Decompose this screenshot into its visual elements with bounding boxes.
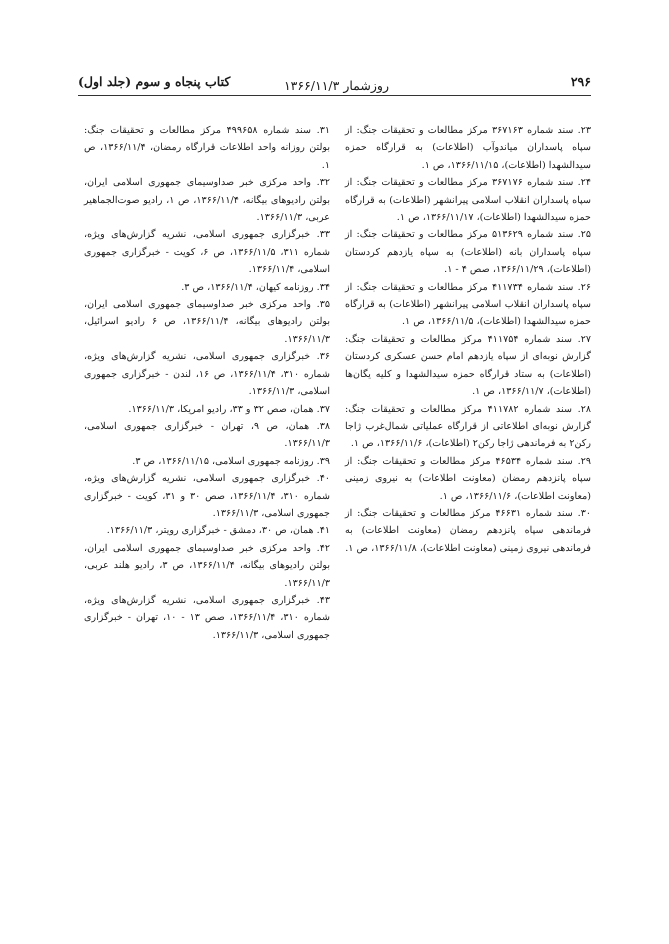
footnote-29: ۲۹. سند شماره ۴۶۵۳۴ مرکز مطالعات و تحقیقات جنگ: از سپاه پانزدهم رمضان (معاونت اطلاعات) به نیروی زمینی (معاونت اطلاعات)، ۱۳۶۶/۱۱/۶، ص ۱.: [345, 455, 591, 502]
footnote-36: ۳۶. خبرگزاری جمهوری اسلامی، نشریه گزارش‌های ویژه، شماره ۳۱۰، ۱۳۶۶/۱۱/۴، ص ۱۶، لندن - خبرگزاری جمهوری اسلامی، ۱۳۶۶/۱۱/۳.: [84, 351, 331, 398]
footnote-26: ۲۶. سند شماره ۴۱۱۷۳۴ مرکز مطالعات و تحقیقات جنگ: از سپاه پاسداران انقلاب اسلامی پیرانشهر (اطلاعات) به قرارگاه حمزه سیدالشهدا (اطلاعات)، ۱۳۶۶/۱۱/۵، ص ۱.: [345, 281, 591, 328]
footnote-30: ۳۰. سند شماره ۴۶۶۳۱ مرکز مطالعات و تحقیقات جنگ: از فرماندهی سپاه پانزدهم رمضان (معاونت اطلاعات) به فرماندهی نیروی زمینی (معاونت اطلاعات)، ۱۳۶۶/۱۱/۸، ص ۱.: [345, 507, 591, 554]
footnote-24: ۲۴. سند شماره ۳۶۷۱۷۶ مرکز مطالعات و تحقیقات جنگ: از سپاه پاسداران انقلاب اسلامی پیرانشهر (اطلاعات) به قرارگاه حمزه سیدالشهدا (اطلاعات)، ۱۳۶۶/۱۱/۱۷، ص ۱.: [345, 177, 591, 224]
footnote-40: ۴۰. خبرگزاری جمهوری اسلامی، نشریه گزارش‌های ویژه، شماره ۳۱۰، ۱۳۶۶/۱۱/۴، صص ۳۰ و ۳۱، کویت - خبرگزاری جمهوری اسلامی، ۱۳۶۶/۱۱/۳.: [84, 473, 330, 519]
header-rule: [78, 95, 591, 96]
footnote-38: ۳۸. همان، ص ۹، تهران - خبرگزاری جمهوری اسلامی، ۱۳۶۶/۱۱/۳.: [84, 420, 330, 450]
footnote-34: ۳۴. روزنامه کیهان، ۱۳۶۶/۱۱/۴، ص ۳.: [181, 281, 330, 293]
footnotes-column-right: [345, 122, 591, 557]
page-header: [78, 72, 591, 96]
footnote-23: ۲۳. سند شماره ۳۶۷۱۶۳ مرکز مطالعات و تحقیقات جنگ: از سپاه پاسداران میاندوآب (اطلاعات) به قرارگاه حمزه سیدالشهدا (اطلاعات)، ۱۳۶۶/۱۱/۱۵، ص ۱.: [345, 125, 591, 171]
footnote-35: ۳۵. واحد مرکزی خبر صداوسیمای جمهوری اسلامی ایران، بولتن رادیوهای بیگانه، ۱۳۶۶/۱۱/۴، ص ۶ رادیو اسرائیل، ۱۳۶۶/۱۱/۳.: [84, 299, 330, 345]
footnote-27: ۲۷. سند شماره ۴۱۱۷۵۴ مرکز مطالعات و تحقیقات جنگ: گزارش نوبه‌ای از سپاه یازدهم امام حسن عسکری کردستان (اطلاعات) به ستاد قرارگاه حمزه سیدالشهدا و کلیه یگان‌ها (اطلاعات)، ۱۳۶۶/۱۱/۷، ص ۱.: [345, 333, 591, 398]
footnote-39: ۳۹. روزنامه جمهوری اسلامی، ۱۳۶۶/۱۱/۱۵، ص ۳.: [132, 455, 330, 467]
footnote-33: ۳۳. خبرگزاری جمهوری اسلامی، نشریه گزارش‌های ویژه، شماره ۳۱۱، ۱۳۶۶/۱۱/۵، ص ۶، کویت - خبرگزاری جمهوری اسلامی، ۱۳۶۶/۱۱/۴.: [84, 229, 331, 276]
footnote-31: ۳۱. سند شماره ۴۹۹۶۵۸ مرکز مطالعات و تحقیقات جنگ: بولتن روزانه واحد اطلاعات قرارگاه رمضان، ۱۳۶۶/۱۱/۴، ص ۱.: [84, 125, 331, 171]
footnote-37: ۳۷. همان، صص ۳۲ و ۳۳، رادیو امریکا، ۱۳۶۶/۱۱/۳.: [128, 403, 330, 415]
footnote-25: ۲۵. سند شماره ۵۱۳۶۲۹ مرکز مطالعات و تحقیقات جنگ: از سپاه پاسداران بانه (اطلاعات) به سپاه یازدهم کردستان (اطلاعات)، ۱۳۶۶/۱۱/۲۹، صص ۴ - ۱.: [345, 229, 591, 276]
footnote-32: ۳۲. واحد مرکزی خبر صداوسیمای جمهوری اسلامی ایران، بولتن رادیوهای بیگانه، ۱۳۶۶/۱۱/۴، ص ۱، رادیو صوت‌الجماهیر عربی، ۱۳۶۶/۱۱/۳.: [84, 177, 331, 224]
running-date: روزشمار ۱۳۶۶/۱۱/۳: [283, 78, 389, 93]
footnote-43: ۴۳. خبرگزاری جمهوری اسلامی، نشریه گزارش‌های ویژه، شماره ۳۱۰، ۱۳۶۶/۱۱/۴، صص ۱۳ - ۱۰، تهران - خبرگزاری جمهوری اسلامی، ۱۳۶۶/۱۱/۳.: [84, 594, 330, 641]
footnote-42: ۴۲. واحد مرکزی خبر صداوسیمای جمهوری اسلامی ایران، بولتن رادیوهای بیگانه، ۱۳۶۶/۱۱/۴، ص ۳، رادیو هلند عربی، ۱۳۶۶/۱۱/۳.: [84, 542, 331, 589]
page-number: ۲۹۶: [570, 74, 591, 89]
footnotes-column-left: [84, 122, 330, 644]
book-title: کتاب پنجاه و سوم (جلد اول): [78, 74, 231, 89]
footnote-28: ۲۸. سند شماره ۴۱۱۷۸۲ مرکز مطالعات و تحقیقات جنگ: گزارش نوبه‌ای اطلاعاتی از قرارگاه عملیاتی شمال‌غرب ژاجا رکن۲ به فرماندهی ژاجا رکن۲ (اطلاعات)، ۱۳۶۶/۱۱/۶، ص ۱.: [345, 403, 591, 450]
footnote-41: ۴۱. همان، ص ۳۰، دمشق - خبرگزاری رویتر، ۱۳۶۶/۱۱/۳.: [106, 525, 330, 537]
